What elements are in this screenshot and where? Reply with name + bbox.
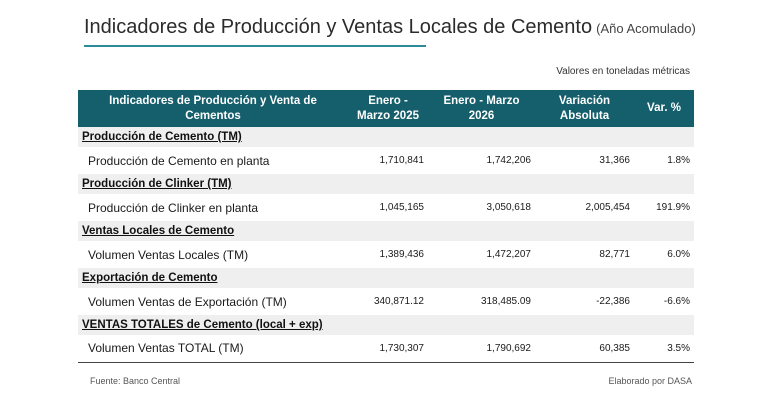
- cell-pct-variation: -6.6%: [663, 296, 690, 307]
- table-row: [78, 241, 694, 268]
- cell-2026: 1,790,692: [428, 335, 535, 362]
- source-note: Fuente: Banco Central: [90, 376, 181, 386]
- title-underline: [84, 45, 426, 47]
- units-note: Valores en toneladas métricas: [556, 66, 690, 77]
- column-header-indicator: Indicadores de Producción y Venta de Cementos: [78, 90, 348, 127]
- row-label: Volumen Ventas TOTAL (TM): [78, 335, 348, 362]
- row-label: Volumen Ventas de Exportación (TM): [88, 294, 287, 309]
- cell-2026: 1,472,207: [486, 249, 531, 260]
- cell-2026: 1,742,206: [486, 155, 531, 166]
- cell-2025: 1,710,841: [379, 155, 424, 166]
- table-header-row: [78, 90, 694, 127]
- title-subtitle: (Año Acomulado): [596, 21, 696, 36]
- column-header-2025: Enero - Marzo 2025: [348, 90, 428, 127]
- title-block: [84, 16, 696, 39]
- row-label: Producción de Cemento en planta: [88, 153, 270, 168]
- cell-2026: 318,485.09: [480, 296, 531, 307]
- cell-abs-variation: 2,005,454: [585, 202, 630, 213]
- section-row: [78, 315, 694, 335]
- title-text: Indicadores de Producción y Ventas Locales de Cemento: [84, 16, 593, 38]
- cell-pct-variation: 6.0%: [667, 249, 690, 260]
- row-label: Producción de Clinker en planta: [88, 200, 259, 215]
- section-row: [78, 127, 694, 147]
- cell-pct-variation: 3.5%: [634, 335, 694, 362]
- section-heading: Ventas Locales de Cemento: [78, 221, 694, 241]
- section-heading: Producción de Clinker (TM): [78, 174, 694, 194]
- cell-pct-variation: 191.9%: [656, 202, 690, 213]
- section-row: [78, 221, 694, 241]
- indicators-table: [78, 90, 694, 363]
- table-row: [78, 288, 694, 315]
- table-row: [78, 147, 694, 174]
- credit-note: Elaborado por DASA: [608, 376, 692, 386]
- cell-2026: 3,050,618: [486, 202, 531, 213]
- cell-2025: 1,045,165: [379, 202, 424, 213]
- row-label: Volumen Ventas Locales (TM): [88, 247, 249, 262]
- section-row: [78, 268, 694, 288]
- column-header-2026: Enero - Marzo 2026: [428, 90, 535, 127]
- page-title: [84, 16, 696, 39]
- section-row: [78, 174, 694, 194]
- column-header-abs-variation: Variación Absoluta: [535, 90, 634, 127]
- cell-2025: 340,871.12: [373, 296, 424, 307]
- cell-abs-variation: 60,385: [535, 335, 634, 362]
- section-heading: VENTAS TOTALES de Cemento (local + exp): [78, 315, 694, 335]
- cell-abs-variation: 82,771: [599, 249, 630, 260]
- table-row: [78, 335, 694, 362]
- section-heading: Producción de Cemento (TM): [78, 127, 694, 147]
- cell-2025: 1,389,436: [379, 249, 424, 260]
- cell-abs-variation: 31,366: [599, 155, 630, 166]
- section-heading: Exportación de Cemento: [78, 268, 694, 288]
- column-header-pct-variation: Var. %: [634, 90, 694, 127]
- cell-2025: 1,730,307: [348, 335, 428, 362]
- cell-abs-variation: -22,386: [596, 296, 630, 307]
- cell-pct-variation: 1.8%: [667, 155, 690, 166]
- table-row: [78, 194, 694, 221]
